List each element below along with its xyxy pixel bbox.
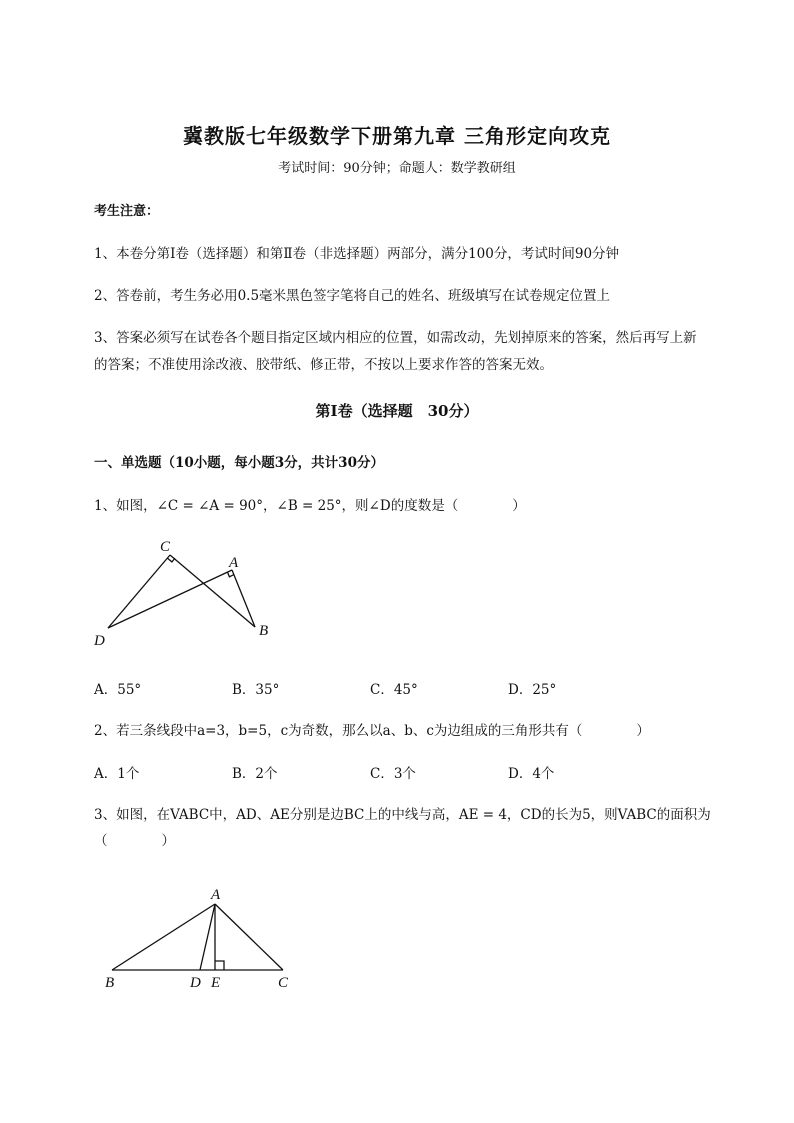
q2-option-b: B．2个 [232,766,278,782]
q1-option-d: D．25° [508,682,557,698]
q2-option-a: A．1个 [94,766,140,782]
question-1-stem: 1、如图，∠C = ∠A = 90°，∠B = 25°，则∠D的度数是（ ） [94,498,526,514]
line-DC [108,555,170,628]
line-AC [215,904,283,970]
label-A: A [211,887,221,903]
line-CB [170,555,255,627]
question-1-figure [80,530,300,655]
q1-option-c: C．45° [370,682,418,698]
q1-option-b: B．35° [232,682,280,698]
exam-info: 考试时间：90分钟；命题人：数学教研组 [278,161,516,176]
label-D: D [94,633,105,649]
line-AB [112,904,215,970]
question-3-figure [95,880,305,995]
section-title: 第I卷（选择题 30分） [315,402,479,420]
notice-heading: 考生注意： [94,204,160,219]
label-C: C [278,975,289,991]
right-angle-mark-E [215,961,224,970]
label-B: B [259,623,269,639]
part-title: 一、单选题（10小题，每小题3分，共计30分） [94,455,384,471]
q2-option-c: C．3个 [370,766,416,782]
notice-item-1: 1、本卷分第I卷（选择题）和第Ⅱ卷（非选择题）两部分，满分100分，考试时间90分钟 [94,246,620,262]
label-B: B [105,975,115,991]
right-angle-mark-C [167,558,175,562]
notice-item-3: 3、答案必须写在试卷各个题目指定区域内相应的位置，如需改动，先划掉原来的答案，然后再写上新 [94,330,697,346]
line-AD [200,904,215,970]
label-A: A [229,555,239,571]
notice-item-3-cont: 的答案；不准使用涂改液、胶带纸、修正带，不按以上要求作答的答案无效。 [94,357,553,373]
q2-option-d: D．4个 [508,766,555,782]
page-title: 冀教版七年级数学下册第九章 三角形定向攻克 [183,124,611,148]
label-D: D [190,975,201,991]
label-C: C [160,539,171,555]
line-AB [232,570,255,627]
question-3-stem-cont: （ ） [94,833,175,849]
question-3-stem: 3、如图，在VABC中，AD、AE分别是边BC上的中线与高，AE = 4，CD的长为5，则VABC的面积为 [94,807,711,823]
question-2-stem: 2、若三条线段中a=3，b=5，c为奇数，那么以a、b、c为边组成的三角形共有（ ） [94,723,650,739]
label-E: E [211,975,221,991]
q1-option-a: A．55° [94,682,142,698]
line-DA [108,570,232,628]
notice-item-2: 2、答卷前，考生务必用0.5毫米黑色签字笔将自己的姓名、班级填写在试卷规定位置上 [94,288,611,304]
